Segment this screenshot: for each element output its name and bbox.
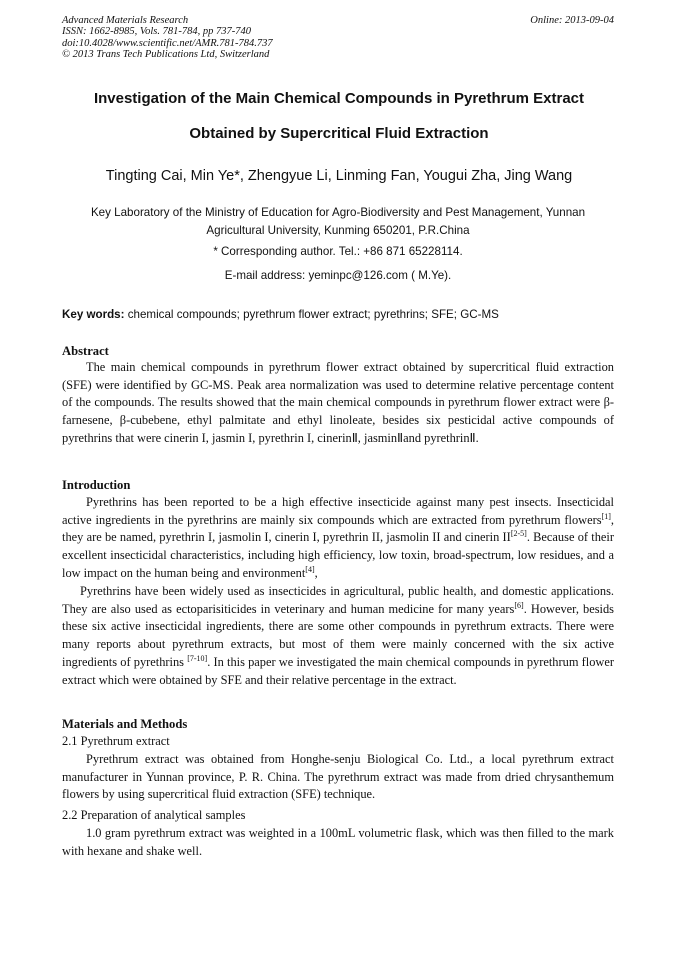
- intro-p1-text-b: , they are be named, pyrethrin I, jasmolin I, cinerin I, pyrethrin II, jasmolin II and cinerin II: [62, 512, 614, 545]
- section-2-1-text: Pyrethrum extract was obtained from Honghe-senju Biological Co. Ltd., a local pyrethrum extract manufacturer in Yunnan province, P. R. China. The pyrethrum extract was made from dried chrysanthemum flowers by using supercritical fluid extraction (SFE) technique.: [62, 752, 614, 802]
- journal-doi: doi:10.4028/www.scientific.net/AMR.781-784.737: [62, 37, 273, 49]
- journal-issn: ISSN: 1662-8985, Vols. 781-784, pp 737-740: [62, 26, 251, 38]
- keywords-text: chemical compounds; pyrethrum flower extract; pyrethrins; SFE; GC-MS: [127, 308, 499, 321]
- keywords-label: Key words:: [62, 308, 125, 321]
- abstract-heading: Abstract: [62, 344, 109, 358]
- methods-heading: Materials and Methods: [62, 717, 188, 731]
- introduction-heading: Introduction: [62, 478, 131, 492]
- intro-p2-text-a: Pyrethrins have been widely used as insecticides in agricultural, public health, and domestic applications. They are also used as ectoparisiticides in veterinary and human medicine for many years: [62, 584, 614, 616]
- intro-p1-text-a: Pyrethrins has been reported to be a high effective insecticide against many pest insects. Insecticidal active ingredients in the pyrethrins are mainly six compounds which are extracted from pyrethrum flowers: [62, 495, 614, 527]
- journal-copyright: © 2013 Trans Tech Publications Ltd, Switzerland: [62, 49, 270, 61]
- journal-header: [62, 15, 614, 61]
- intro-p2-text-c: . In this paper we investigated the main chemical compounds in pyrethrum flower extract which were obtained by SFE and their relative percentage in the extract.: [62, 654, 614, 687]
- journal-name: Advanced Materials Research: [62, 15, 189, 26]
- citation: [2-5]: [510, 529, 527, 539]
- introduction-paragraph-1: [62, 494, 614, 583]
- online-date: Online: 2013-09-04: [530, 15, 614, 26]
- paper-title-line-2: Obtained by Supercritical Fluid Extraction: [189, 125, 489, 142]
- paper-title-line-1: Investigation of the Main Chemical Compounds in Pyrethrum Extract: [93, 90, 585, 107]
- citation: [6]: [514, 600, 524, 610]
- section-2-2-text: 1.0 gram pyrethrum extract was weighted in a 100mL volumetric flask, which was then filled to the mark with hexane and shake well.: [62, 826, 614, 858]
- citation: [7-10]: [187, 653, 208, 663]
- section-2-2-title: 2.2 Preparation of analytical samples: [62, 808, 246, 822]
- affiliation: Key Laboratory of the Ministry of Education for Agro-Biodiversity and Pest Management, Yunnan Agricultural University, Kunming 650201, P.R.China: [90, 206, 586, 237]
- email-address: E-mail address: yeminpc@126.com ( M.Ye).: [224, 269, 452, 282]
- keywords: [62, 308, 614, 321]
- corresponding-author: * Corresponding author. Tel.: +86 871 65228114.: [213, 245, 463, 258]
- citation: [1]: [601, 511, 611, 521]
- intro-p1-text-d: ,: [314, 565, 318, 580]
- intro-p1-text-c: . Because of their excellent insecticidal characteristics, including high efficiency, low toxin, broad-spectrum, low residues, and a low impact on the human being and environment: [62, 530, 614, 580]
- intro-p2-text-b: . However, besids these six active insecticidal ingredients, there are some other compounds in pyrethrum extracts. There were many reports about pyrethrum extracts, but most of them were mainly concerned with the six active ingredients of pyrethrins: [62, 601, 614, 669]
- introduction-paragraph-2: [62, 583, 614, 689]
- author-list: Tingting Cai, Min Ye*, Zhengyue Li, Linming Fan, Yougui Zha, Jing Wang: [105, 168, 573, 184]
- section-2-1-title: 2.1 Pyrethrum extract: [62, 734, 170, 748]
- abstract-text: The main chemical compounds in pyrethrum flower extract obtained by supercritical fluid extraction (SFE) were identified by GC-MS. Peak area normalization was used to determine relative percentage content of the compounds. The results showed that the main chemical compounds in pyrethrum flower extract were β-farnesene, β-cubebene, ethyl palmitate and ethyl linoleate, besides six pesticidal active compounds of pyrethrins that were cinerin I, jasmin I, pyrethrin I, cinerinⅡ, jasminⅡand pyrethrinⅡ.: [62, 360, 614, 445]
- citation: [4]: [305, 564, 315, 574]
